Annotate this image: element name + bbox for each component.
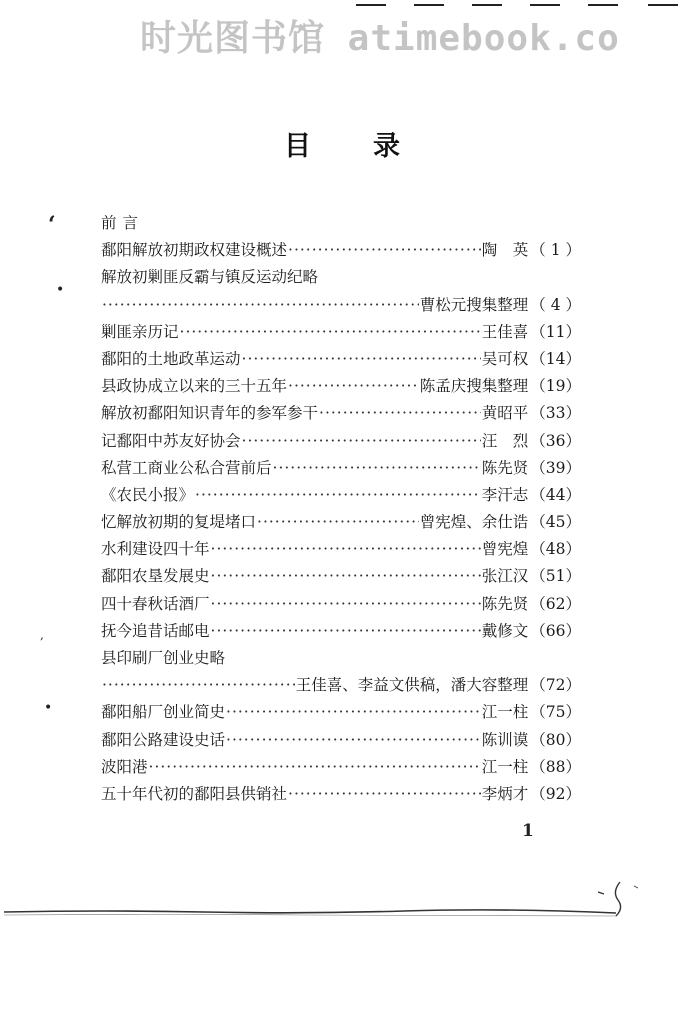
toc-entry xyxy=(101,319,581,346)
margin-dot: • xyxy=(56,282,65,298)
toc-entry-page: （45） xyxy=(530,513,581,532)
toc-leader-dots xyxy=(211,563,481,590)
page-title: 目录 xyxy=(284,131,462,162)
toc-entry-page: （66） xyxy=(530,621,581,640)
toc-entry-title: 水利建设四十年 xyxy=(101,540,210,559)
toc-entry-title: 解放初鄱阳知识青年的参军参干 xyxy=(101,404,319,423)
toc-entry-title: 鄱阳的土地政革运动 xyxy=(101,349,241,368)
toc-entry-title: 鄱阳解放初期政权建设概述 xyxy=(101,241,288,260)
toc-entry-author: 黄昭平 xyxy=(481,404,529,423)
toc-entry-title: 剿匪亲历记 xyxy=(101,322,179,341)
toc-entry-author: 王佳喜、李益文供稿，潘大容整理 xyxy=(295,676,529,695)
toc-entry-author: 陈训谟 xyxy=(481,730,529,749)
toc-entry-author: 王佳喜 xyxy=(481,322,529,341)
toc-leader-dots xyxy=(211,536,481,563)
toc-entry-author: 戴修文 xyxy=(481,621,529,640)
toc-entry xyxy=(101,428,581,455)
toc-entry-title: 私营工商业公私合营前后 xyxy=(101,458,272,477)
toc-entry-page: （14） xyxy=(530,349,581,368)
toc-entry xyxy=(101,400,581,427)
toc-leader-dots xyxy=(102,292,419,319)
toc-leader-dots xyxy=(211,591,481,618)
toc-entry xyxy=(101,237,581,264)
scan-artifact-flourish xyxy=(590,878,650,918)
toc-entry-page: （44） xyxy=(530,485,581,504)
margin-dot: , xyxy=(40,628,44,642)
toc-entry-title: 县政协成立以来的三十五年 xyxy=(101,377,288,396)
toc-leader-dots xyxy=(242,428,481,455)
toc-leader-dots xyxy=(319,400,481,427)
toc-entry-author: 李汗志 xyxy=(481,485,529,504)
toc-entry xyxy=(101,373,581,400)
margin-mark: ‘ xyxy=(48,212,56,238)
toc-entry-author: 曾宪煌 xyxy=(481,540,529,559)
toc-entry-page: （19） xyxy=(530,377,581,396)
toc-entry-page: （ 1 ） xyxy=(530,241,581,260)
toc-entry-author: 李炳才 xyxy=(481,784,529,803)
toc-entry-author: 陈孟庆搜集整理 xyxy=(419,377,529,396)
toc-entry xyxy=(101,264,581,291)
toc-entry-page: （39） xyxy=(530,458,581,477)
margin-dot: • xyxy=(44,700,53,716)
toc-leader-dots xyxy=(226,699,481,726)
toc-entry-page: （88） xyxy=(530,757,581,776)
toc-entry-author: 吴可权 xyxy=(481,349,529,368)
toc-leader-dots xyxy=(180,319,481,346)
toc-leader-dots xyxy=(102,672,295,699)
toc-entry xyxy=(101,563,581,590)
toc-entry-page: （36） xyxy=(530,431,581,450)
toc-entry-page: （62） xyxy=(530,594,581,613)
toc-leader-dots xyxy=(195,482,481,509)
toc-entry-title: 鄱阳公路建设史话 xyxy=(101,730,226,749)
toc-entry-author: 曹松元搜集整理 xyxy=(419,295,529,314)
table-of-contents xyxy=(101,210,581,808)
toc-leader-dots xyxy=(242,346,481,373)
toc-entry-page: （75） xyxy=(530,703,581,722)
toc-leader-dots xyxy=(288,237,481,264)
toc-leader-dots xyxy=(211,618,481,645)
toc-entry xyxy=(101,591,581,618)
toc-entry-page: （11） xyxy=(530,322,581,341)
toc-entry xyxy=(101,727,581,754)
toc-entry-title: 《农民小报》 xyxy=(101,485,195,504)
toc-entry-page: （51） xyxy=(530,567,581,586)
toc-entry-title: 鄱阳农垦发展史 xyxy=(101,567,210,586)
toc-entry-author: 汪 烈 xyxy=(481,431,529,450)
toc-entry-title: 五十年代初的鄱阳县供销社 xyxy=(101,784,288,803)
toc-entry-title: 四十春秋话酒厂 xyxy=(101,594,210,613)
toc-entry-title: 鄱阳船厂创业简史 xyxy=(101,703,226,722)
toc-entry xyxy=(101,509,581,536)
toc-entry-author: 江一柱 xyxy=(481,757,529,776)
toc-entry-page: （92） xyxy=(530,784,581,803)
toc-entry xyxy=(101,618,581,645)
toc-entry-title: 解放初剿匪反霸与镇反运动纪略 xyxy=(101,268,319,287)
toc-entry-title: 抚今追昔话邮电 xyxy=(101,621,210,640)
toc-entry xyxy=(101,645,581,672)
toc-leader-dots xyxy=(273,455,481,482)
toc-entry-title: 县印刷厂创业史略 xyxy=(101,649,226,667)
toc-entry xyxy=(101,292,581,319)
toc-entry xyxy=(101,210,581,237)
watermark: 时光图书馆 atimebook.co xyxy=(140,18,620,58)
toc-entry-page: （ 4 ） xyxy=(530,295,581,314)
toc-entry-title: 记鄱阳中苏友好协会 xyxy=(101,431,241,450)
toc-entry-title: 忆解放初期的复堤堵口 xyxy=(101,513,257,532)
toc-leader-dots xyxy=(226,727,481,754)
toc-leader-dots xyxy=(288,781,481,808)
toc-entry-page: （80） xyxy=(530,730,581,749)
toc-entry xyxy=(101,699,581,726)
toc-entry-page: （72） xyxy=(530,676,581,695)
toc-entry xyxy=(101,672,581,699)
toc-entry-author: 陶 英 xyxy=(481,241,529,260)
toc-leader-dots xyxy=(149,754,481,781)
toc-entry xyxy=(101,346,581,373)
toc-entry-author: 曾宪煌、余仕诰 xyxy=(419,513,529,532)
toc-entry-page: （33） xyxy=(530,404,581,423)
toc-entry xyxy=(101,536,581,563)
toc-entry xyxy=(101,754,581,781)
toc-entry xyxy=(101,781,581,808)
scan-top-marks xyxy=(356,4,684,7)
scan-artifact-line xyxy=(4,904,616,918)
toc-leader-dots xyxy=(257,509,419,536)
toc-entry-author: 张江汉 xyxy=(481,567,529,586)
toc-leader-dots xyxy=(288,373,419,400)
toc-entry xyxy=(101,482,581,509)
toc-entry xyxy=(101,455,581,482)
toc-entry-page: （48） xyxy=(530,540,581,559)
page-number: 1 xyxy=(522,821,534,841)
toc-entry-author: 陈先贤 xyxy=(481,458,529,477)
toc-entry-author: 陈先贤 xyxy=(481,594,529,613)
toc-entry-title: 波阳港 xyxy=(101,757,148,776)
toc-entry-author: 江一柱 xyxy=(481,703,529,722)
toc-entry-title: 前言 xyxy=(101,214,145,232)
